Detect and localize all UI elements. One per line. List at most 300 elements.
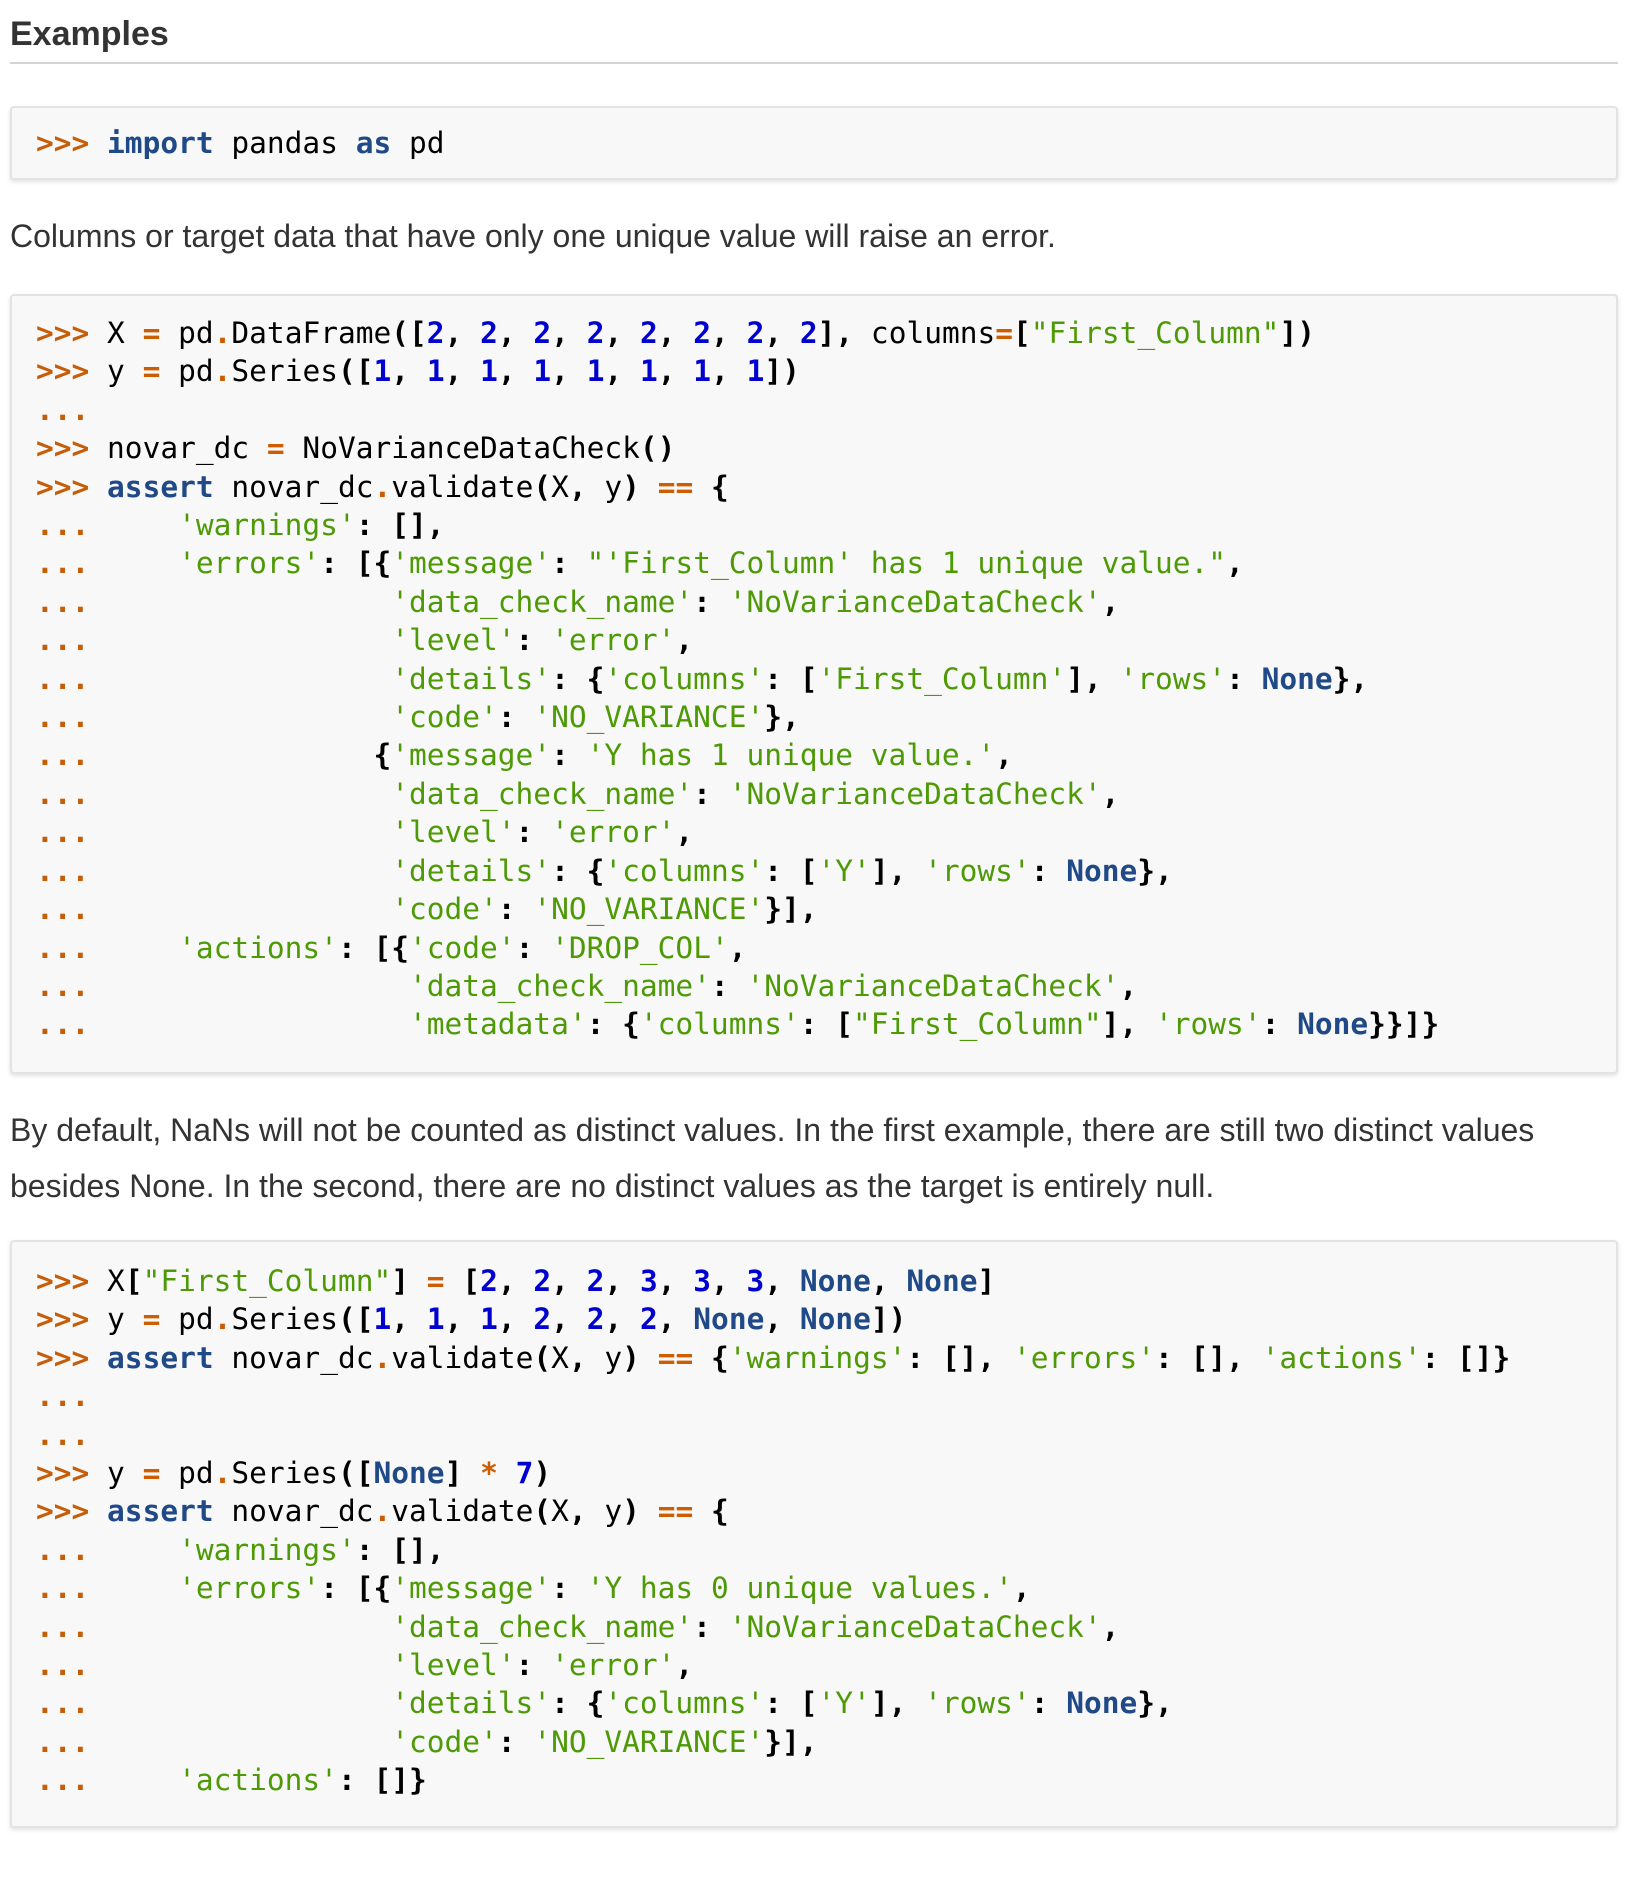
code-token: 'actions' <box>178 930 338 965</box>
code-token: : <box>1226 661 1262 696</box>
code-token: . <box>213 1302 232 1337</box>
code-token: : [], <box>1155 1340 1262 1375</box>
code-token: ... <box>36 776 392 811</box>
code-token: 'error' <box>551 815 676 850</box>
code-token: . <box>213 316 232 350</box>
code-token: y <box>107 1456 143 1491</box>
code-token: , <box>568 1340 605 1375</box>
code-token: , <box>444 354 481 389</box>
code-token: 'Y' <box>817 853 871 888</box>
code-token: : <box>497 700 534 735</box>
code-token: columns <box>853 316 996 350</box>
code-token: ) <box>622 1340 640 1375</box>
code-token: None <box>1066 1686 1138 1721</box>
code-token: 2 <box>640 1302 658 1337</box>
code-token: : <box>1030 853 1067 888</box>
code-token: ... <box>36 508 179 543</box>
code-token: >>> <box>36 1340 108 1375</box>
code-token: , <box>995 738 1013 773</box>
code-line <box>36 1494 729 1528</box>
code-token: , <box>497 316 534 350</box>
code-token: , <box>764 1302 800 1337</box>
code-token: >>> <box>36 354 108 389</box>
code-token: ( <box>533 1340 552 1375</box>
code-token: 'rows' <box>1119 661 1227 696</box>
code-token: None <box>1066 853 1138 888</box>
code-token: , <box>604 1302 640 1337</box>
code-line <box>36 126 445 160</box>
code-token: ... <box>36 1763 179 1798</box>
code-token: , <box>675 623 694 658</box>
code-token: 'errors' <box>178 546 321 581</box>
code-token: 2 <box>426 316 445 350</box>
code-token: , <box>497 354 534 389</box>
code-token: , <box>711 354 747 389</box>
code-token: novar_dc <box>213 1494 374 1529</box>
code-token: as <box>355 126 392 160</box>
code-content <box>36 1262 1592 1800</box>
code-token: . <box>373 1494 392 1529</box>
code-token: ]) <box>764 354 800 389</box>
code-token <box>640 1494 658 1528</box>
code-token: ... <box>36 892 392 927</box>
code-token: validate <box>391 469 534 504</box>
code-token: , <box>675 815 694 850</box>
code-token: 1 <box>426 354 445 389</box>
code-line <box>36 1610 1119 1644</box>
code-token: , <box>657 1264 694 1298</box>
code-token: : <box>551 1571 587 1606</box>
code-line <box>36 815 693 849</box>
spacer <box>10 64 1618 106</box>
code-token: ], <box>870 853 925 888</box>
code-token: ], <box>1101 1007 1155 1042</box>
code-token: : <box>551 546 587 581</box>
code-token <box>693 470 711 504</box>
code-token: = <box>142 1302 161 1337</box>
code-token: None <box>693 1302 765 1337</box>
code-token: 'metadata' <box>408 1007 587 1042</box>
code-token: y <box>604 469 623 504</box>
code-token: = <box>995 316 1014 350</box>
code-token: * <box>480 1456 498 1491</box>
code-token: 'columns' <box>639 1007 800 1042</box>
code-token: , <box>444 316 481 350</box>
code-token: , <box>604 316 640 350</box>
code-token: 1 <box>373 354 392 389</box>
code-token: , <box>1101 584 1120 619</box>
code-token: ... <box>36 1648 392 1683</box>
code-token: 1 <box>746 354 765 389</box>
code-content <box>36 314 1592 1044</box>
code-token: 'NoVarianceDataCheck' <box>728 776 1102 811</box>
code-token: 2 <box>480 1264 498 1298</box>
code-token: ], <box>1066 661 1120 696</box>
code-token: ... <box>36 623 392 658</box>
code-token: "First_Column" <box>142 1264 392 1298</box>
code-line <box>36 969 1137 1003</box>
code-token: 1 <box>533 354 552 389</box>
code-token: 'NO_VARIANCE' <box>533 892 765 927</box>
code-token: pd <box>391 126 445 160</box>
code-token <box>498 1456 516 1490</box>
code-token: 'columns' <box>604 853 765 888</box>
code-token: DataFrame <box>231 316 392 350</box>
code-token: 2 <box>533 316 552 350</box>
code-token: 2 <box>480 316 498 350</box>
code-token: , <box>1226 546 1244 581</box>
section-heading: Examples <box>10 0 1618 64</box>
code-token: 'actions' <box>178 1763 338 1798</box>
code-line <box>36 700 800 734</box>
spacer <box>10 1074 1618 1102</box>
spacer <box>10 180 1618 208</box>
code-block-single-value <box>10 294 1618 1074</box>
code-token: 'details' <box>391 1686 552 1721</box>
code-token: : <box>693 776 729 811</box>
code-token: ... <box>36 700 392 735</box>
code-token: 'code' <box>391 700 498 735</box>
code-token: 'NoVarianceDataCheck' <box>728 584 1102 619</box>
code-token: , <box>657 354 694 389</box>
code-token: None <box>1297 1007 1369 1042</box>
code-token: : <box>515 930 552 965</box>
code-token: 2 <box>746 316 765 350</box>
code-token: == <box>657 1340 694 1375</box>
code-token: [ <box>124 1264 143 1298</box>
code-token: 'NO_VARIANCE' <box>533 1724 765 1759</box>
code-token: 'data_check_name' <box>391 584 694 619</box>
code-token: : [], <box>906 1340 1013 1375</box>
doc-section <box>10 0 1618 1828</box>
code-token: , <box>657 316 694 350</box>
code-token: pd <box>160 1456 214 1491</box>
code-token: : []} <box>337 1763 427 1798</box>
code-token: : [ <box>764 853 818 888</box>
code-token: 2 <box>799 316 818 350</box>
code-token: . <box>373 1340 392 1375</box>
code-token: 'rows' <box>1155 1007 1262 1042</box>
code-token: : <box>1030 1686 1067 1721</box>
code-token: y <box>604 1340 623 1375</box>
code-token: ], <box>870 1686 925 1721</box>
code-token: 'message' <box>391 738 552 773</box>
code-token: = <box>266 431 285 466</box>
code-token: ] <box>391 1264 409 1298</box>
code-line <box>36 1686 1173 1720</box>
code-token: None <box>799 1264 871 1298</box>
code-token: X <box>551 1340 569 1375</box>
code-token: 'code' <box>409 930 516 965</box>
code-token: , <box>1101 1609 1120 1644</box>
code-token: , <box>497 1264 534 1298</box>
code-token: ... <box>36 546 179 581</box>
code-line <box>36 1725 818 1759</box>
code-token: ... <box>36 815 392 850</box>
code-token: [ <box>1013 316 1031 350</box>
code-token: novar_dc <box>213 1340 374 1375</box>
code-token: X <box>107 316 143 350</box>
code-token: ... <box>36 661 392 696</box>
code-token: >>> <box>36 1264 108 1298</box>
code-token: 3 <box>693 1264 712 1298</box>
code-token: ]) <box>1279 316 1315 350</box>
code-token: 'code' <box>391 892 498 927</box>
code-token: }, <box>1137 853 1173 888</box>
code-token: Series <box>231 1456 338 1491</box>
code-token: , <box>657 1302 694 1337</box>
spacer <box>10 1214 1618 1240</box>
code-content <box>36 124 1592 162</box>
code-token: 'Y has 1 unique value.' <box>586 738 996 773</box>
code-token: : [], <box>355 508 445 543</box>
code-line <box>36 662 1368 696</box>
code-token: 2 <box>639 316 658 350</box>
code-token: : [{ <box>337 930 409 965</box>
code-token: 7 <box>515 1456 534 1491</box>
code-line <box>36 1264 995 1298</box>
code-token: 'First_Column' <box>817 661 1067 696</box>
code-token: ... <box>36 930 179 965</box>
code-token: ... <box>36 1007 409 1042</box>
code-token: None <box>799 1302 871 1337</box>
code-line <box>36 1571 1031 1605</box>
code-token: 'rows' <box>924 1686 1031 1721</box>
code-token: ( <box>533 469 552 504</box>
code-token: ([ <box>337 1456 374 1491</box>
code-line <box>36 1379 89 1413</box>
code-token: [ <box>462 1264 481 1298</box>
code-token: "First_Column" <box>853 1007 1102 1042</box>
code-token: 3 <box>746 1264 765 1298</box>
code-token: novar_dc <box>107 431 267 466</box>
code-token: validate <box>391 1340 534 1375</box>
code-token: 'Y has 0 unique values.' <box>586 1571 1013 1606</box>
code-token: >>> <box>36 1456 108 1491</box>
code-token: , <box>711 1264 747 1298</box>
code-token: 'code' <box>391 1724 498 1759</box>
code-token: == <box>657 1494 694 1529</box>
code-token: ) <box>622 1494 640 1529</box>
code-token: , <box>391 354 427 389</box>
code-line <box>36 354 800 388</box>
code-token: 1 <box>426 1302 445 1337</box>
code-token: , <box>870 1264 907 1298</box>
code-token: 'columns' <box>604 1686 765 1721</box>
code-token: >>> <box>36 469 108 504</box>
code-token: 2 <box>533 1302 552 1337</box>
code-token: 'rows' <box>924 853 1031 888</box>
code-token: }, <box>764 700 800 735</box>
code-token: }}]} <box>1368 1007 1440 1042</box>
code-token: y <box>604 1494 623 1529</box>
code-token: ... <box>36 584 392 619</box>
code-token: ... <box>36 1417 90 1452</box>
code-token: }], <box>764 892 818 927</box>
code-token: 'level' <box>391 1648 516 1683</box>
code-token: : <box>693 584 729 619</box>
code-token: : [], <box>355 1532 445 1567</box>
code-line <box>36 1763 427 1797</box>
code-token: : { <box>551 853 605 888</box>
code-token: 'level' <box>391 815 516 850</box>
code-token: 'actions' <box>1261 1340 1422 1375</box>
code-token: , <box>551 316 587 350</box>
code-token: ... <box>36 1532 179 1567</box>
code-token: 2 <box>586 1302 605 1337</box>
code-token: 'details' <box>391 853 552 888</box>
code-token: >>> <box>36 1302 108 1337</box>
code-token: 'error' <box>551 1648 676 1683</box>
code-line <box>36 585 1119 619</box>
code-line <box>36 470 729 504</box>
paragraph-single-value: Columns or target data that have only one unique value will raise an error. <box>10 218 1056 254</box>
code-token: 1 <box>693 354 712 389</box>
code-line <box>36 777 1119 811</box>
code-token: : [{ <box>320 546 392 581</box>
code-token: assert <box>107 1340 214 1375</box>
code-token: , <box>551 1302 587 1337</box>
code-token: = <box>142 354 161 389</box>
code-token: >>> <box>36 126 108 160</box>
code-token: , <box>604 1264 640 1298</box>
code-token: 'errors' <box>1012 1340 1156 1375</box>
code-token: , <box>568 1494 605 1529</box>
code-token: X <box>551 1494 569 1529</box>
code-token: , <box>675 1648 694 1683</box>
code-token: 'data_check_name' <box>391 1609 694 1644</box>
code-block-nan <box>10 1240 1618 1828</box>
code-token: NoVarianceDataCheck <box>284 431 640 466</box>
code-token: X <box>107 1264 125 1298</box>
code-token: ... <box>36 1571 179 1606</box>
code-token: }, <box>1137 1686 1173 1721</box>
code-token <box>640 470 658 504</box>
code-token: { <box>373 738 392 773</box>
code-token: 1 <box>640 354 658 389</box>
code-token: ], <box>817 316 854 350</box>
code-token: 'NoVarianceDataCheck' <box>728 1609 1102 1644</box>
code-line <box>36 546 1244 580</box>
code-token: . <box>213 354 232 389</box>
code-token: 'DROP_COL' <box>551 930 729 965</box>
code-token: : <box>710 968 747 1003</box>
code-token: validate <box>391 1494 534 1529</box>
code-line <box>36 1456 551 1490</box>
code-line <box>36 316 1315 350</box>
code-token: "'First_Column' has 1 unique value." <box>586 546 1227 581</box>
code-token: : <box>551 738 587 773</box>
code-token: 'details' <box>391 661 552 696</box>
code-token: , <box>391 1302 427 1337</box>
code-token: : [ <box>764 1686 818 1721</box>
code-token: Series <box>231 354 338 389</box>
code-token: = <box>142 1456 161 1491</box>
code-token: : []} <box>1421 1340 1511 1375</box>
code-token: 'warnings' <box>178 508 356 543</box>
code-token: ... <box>36 738 374 773</box>
code-token: () <box>639 431 676 466</box>
code-line <box>36 623 693 657</box>
code-line <box>36 431 675 465</box>
code-token: ... <box>36 968 409 1003</box>
code-token: ( <box>533 1494 552 1529</box>
code-line <box>36 1418 89 1452</box>
code-line <box>36 1648 693 1682</box>
code-token: : <box>515 1648 552 1683</box>
code-token: y <box>107 354 143 389</box>
code-token: , <box>711 316 747 350</box>
code-token: >>> <box>36 431 108 466</box>
code-token: 2 <box>693 316 712 350</box>
code-token: , <box>551 1264 587 1298</box>
code-token: , <box>444 1302 481 1337</box>
code-token: , <box>728 930 747 965</box>
code-token: 'columns' <box>604 661 765 696</box>
code-token: 1 <box>480 1302 498 1337</box>
code-token: ... <box>36 1686 392 1721</box>
code-token <box>693 1494 711 1528</box>
code-token: 'Y' <box>817 1686 871 1721</box>
code-line <box>36 508 445 542</box>
code-token: 'message' <box>391 546 552 581</box>
code-token: "First_Column" <box>1030 316 1280 350</box>
code-token: 'warnings' <box>728 1340 907 1375</box>
code-token: ] <box>444 1456 463 1491</box>
code-token: ]) <box>870 1302 907 1337</box>
paragraph-nan-behaviour: By default, NaNs will not be counted as distinct values. In the first example, there are still two distinct values besides None. In the second, there are no distinct values as the target is entirely null. <box>10 1112 1535 1204</box>
code-token <box>462 1456 480 1490</box>
code-token: 3 <box>639 1264 658 1298</box>
code-token: , <box>568 469 605 504</box>
code-token: assert <box>107 469 214 504</box>
code-token: ([ <box>337 1302 374 1337</box>
code-token: ) <box>622 469 640 504</box>
code-token: Series <box>231 1302 338 1337</box>
code-token: . <box>373 469 392 504</box>
code-token: 2 <box>586 316 605 350</box>
code-token: : { <box>586 1007 640 1042</box>
code-token: { <box>711 1494 729 1529</box>
code-token: 'data_check_name' <box>408 968 711 1003</box>
code-block-import <box>10 106 1618 180</box>
code-token: , <box>1101 776 1120 811</box>
code-token: }], <box>764 1724 818 1759</box>
code-token <box>640 1341 658 1375</box>
code-token: pd <box>160 316 214 350</box>
code-line <box>36 854 1173 888</box>
code-token: None <box>1261 661 1333 696</box>
code-token: { <box>711 469 729 504</box>
code-token: 1 <box>586 354 605 389</box>
code-token: , <box>764 316 800 350</box>
code-token: 'NO_VARIANCE' <box>533 700 765 735</box>
code-line <box>36 892 818 926</box>
code-token: == <box>657 469 694 504</box>
code-token: novar_dc <box>213 469 374 504</box>
code-token: None <box>906 1264 978 1298</box>
code-token: , <box>1119 968 1138 1003</box>
code-token: None <box>373 1456 445 1491</box>
code-token: 'message' <box>391 1571 552 1606</box>
code-token: >>> <box>36 316 108 350</box>
code-token: y <box>107 1302 143 1337</box>
code-line <box>36 931 746 965</box>
code-token: : { <box>551 1686 605 1721</box>
code-token: 'warnings' <box>178 1532 356 1567</box>
code-token: = <box>426 1264 445 1298</box>
code-token: 'NoVarianceDataCheck' <box>746 968 1120 1003</box>
